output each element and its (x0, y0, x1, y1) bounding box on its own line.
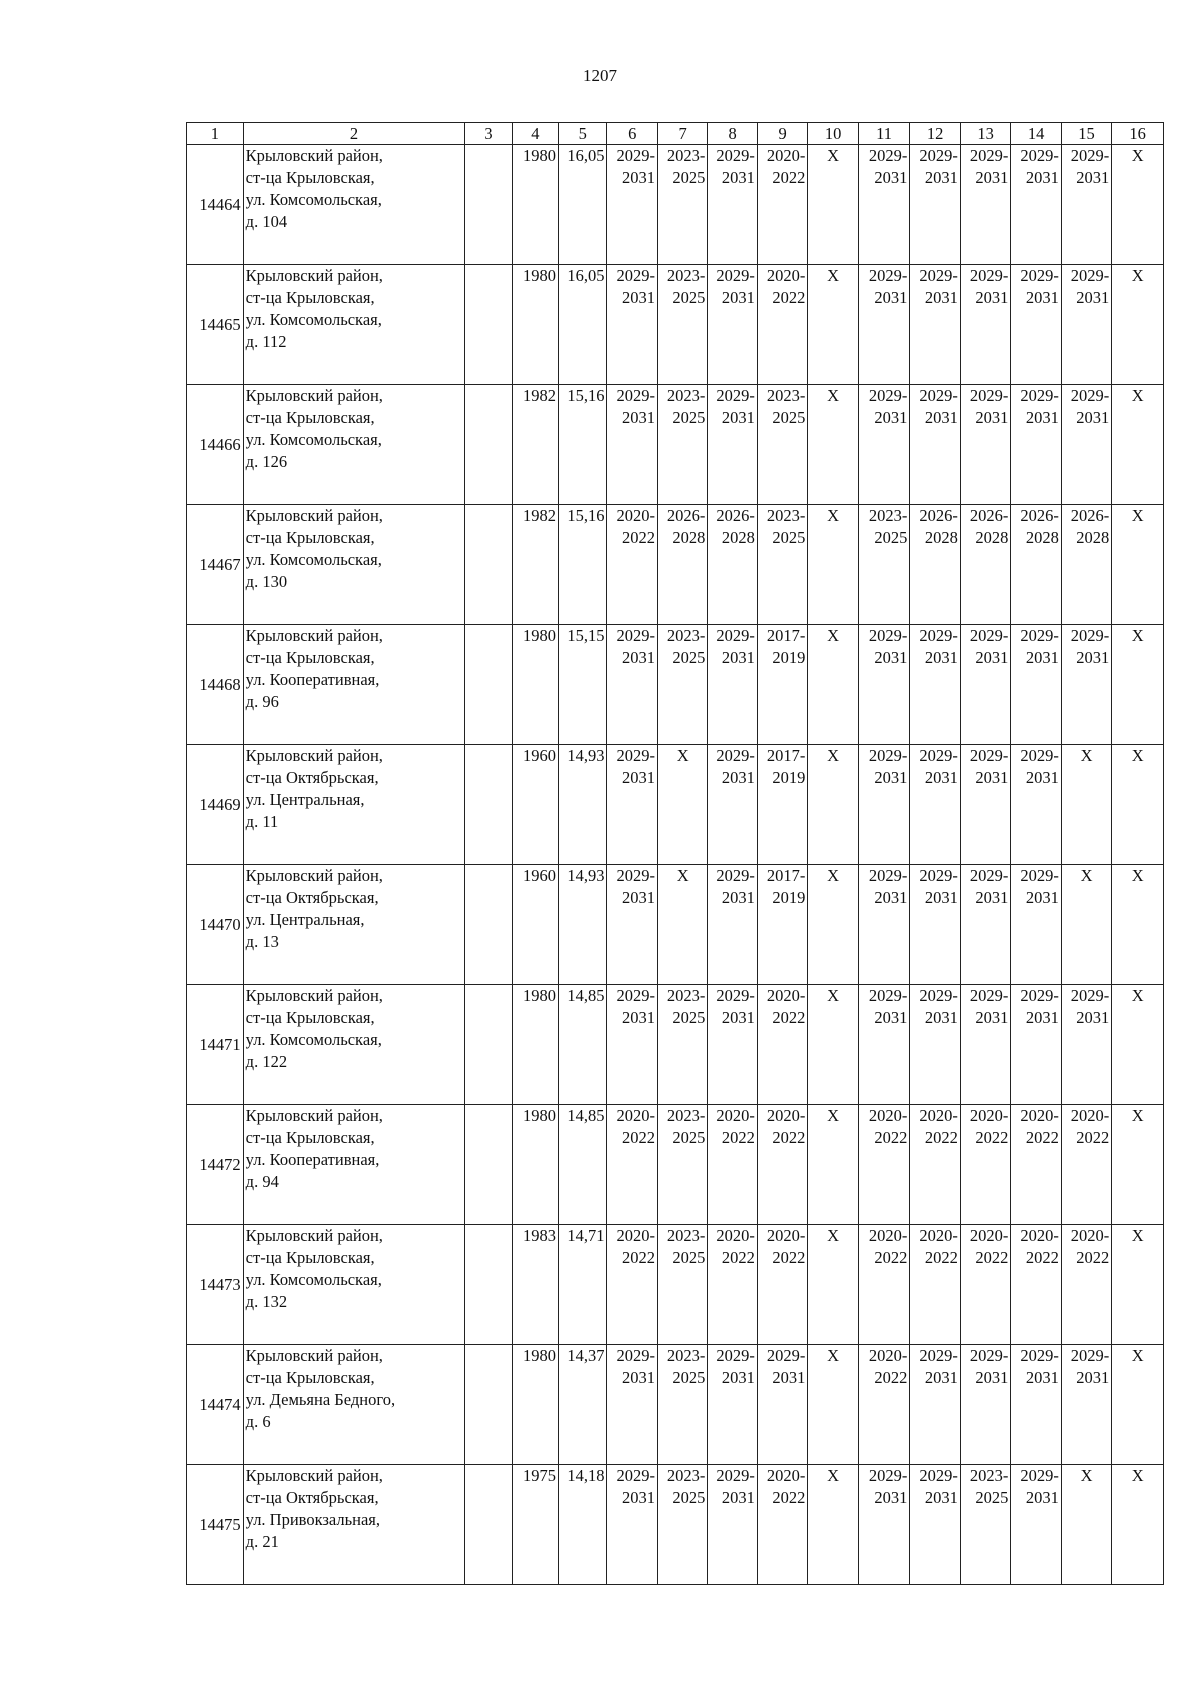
col-3-cell (465, 265, 512, 385)
row-number: 14465 (187, 265, 244, 385)
area-cell: 14,93 (559, 865, 607, 985)
col-8-cell: 2029- 2031 (708, 985, 757, 1105)
col-12-cell: 2029- 2031 (910, 865, 960, 985)
year-cell: 1982 (512, 505, 558, 625)
column-header-8: 8 (708, 123, 757, 145)
col-15-cell: X (1061, 745, 1111, 865)
col-12-cell: 2029- 2031 (910, 145, 960, 265)
col-9-cell: 2020- 2022 (757, 1225, 807, 1345)
col-15-cell: 2029- 2031 (1061, 1345, 1111, 1465)
col-10-cell: X (808, 1105, 858, 1225)
col-14-cell: 2029- 2031 (1011, 145, 1061, 265)
column-header-9: 9 (757, 123, 807, 145)
col-12-cell: 2029- 2031 (910, 745, 960, 865)
address-cell: Крыловский район, ст-ца Октябрьская, ул. Привокзальная, д. 21 (243, 1465, 465, 1585)
year-cell: 1980 (512, 1345, 558, 1465)
col-3-cell (465, 385, 512, 505)
col-10-cell: X (808, 1345, 858, 1465)
col-11-cell: 2029- 2031 (858, 865, 910, 985)
address-cell: Крыловский район, ст-ца Крыловская, ул. Комсомольская, д. 130 (243, 505, 465, 625)
col-12-cell: 2029- 2031 (910, 265, 960, 385)
col-7-cell: 2023- 2025 (657, 385, 707, 505)
col-15-cell: X (1061, 1465, 1111, 1585)
col-7-cell: 2023- 2025 (657, 145, 707, 265)
col-6-cell: 2020- 2022 (607, 505, 657, 625)
col-13-cell: 2023- 2025 (960, 1465, 1010, 1585)
table-row (187, 625, 1164, 745)
address-cell: Крыловский район, ст-ца Крыловская, ул. Комсомольская, д. 122 (243, 985, 465, 1105)
col-8-cell: 2029- 2031 (708, 1345, 757, 1465)
area-cell: 16,05 (559, 145, 607, 265)
col-16-cell: X (1112, 385, 1164, 505)
address-cell: Крыловский район, ст-ца Октябрьская, ул. Центральная, д. 13 (243, 865, 465, 985)
year-cell: 1983 (512, 1225, 558, 1345)
year-cell: 1980 (512, 1105, 558, 1225)
year-cell: 1975 (512, 1465, 558, 1585)
area-cell: 14,71 (559, 1225, 607, 1345)
col-9-cell: 2017- 2019 (757, 745, 807, 865)
area-cell: 14,85 (559, 985, 607, 1105)
area-cell: 14,18 (559, 1465, 607, 1585)
col-3-cell (465, 985, 512, 1105)
column-header-7: 7 (657, 123, 707, 145)
page-number: 1207 (583, 66, 617, 85)
col-7-cell: 2023- 2025 (657, 1225, 707, 1345)
col-16-cell: X (1112, 505, 1164, 625)
col-11-cell: 2029- 2031 (858, 385, 910, 505)
col-14-cell: 2029- 2031 (1011, 385, 1061, 505)
col-15-cell: X (1061, 865, 1111, 985)
col-11-cell: 2029- 2031 (858, 625, 910, 745)
col-8-cell: 2029- 2031 (708, 385, 757, 505)
col-9-cell: 2017- 2019 (757, 865, 807, 985)
area-cell: 16,05 (559, 265, 607, 385)
col-6-cell: 2029- 2031 (607, 865, 657, 985)
area-cell: 14,37 (559, 1345, 607, 1465)
row-number: 14473 (187, 1225, 244, 1345)
col-16-cell: X (1112, 865, 1164, 985)
col-10-cell: X (808, 505, 858, 625)
table-row (187, 1105, 1164, 1225)
col-13-cell: 2020- 2022 (960, 1225, 1010, 1345)
table-row (187, 985, 1164, 1105)
address-cell: Крыловский район, ст-ца Крыловская, ул. Кооперативная, д. 96 (243, 625, 465, 745)
table-row (187, 265, 1164, 385)
col-9-cell: 2020- 2022 (757, 1105, 807, 1225)
col-12-cell: 2029- 2031 (910, 985, 960, 1105)
year-cell: 1980 (512, 625, 558, 745)
col-10-cell: X (808, 625, 858, 745)
col-8-cell: 2020- 2022 (708, 1105, 757, 1225)
col-10-cell: X (808, 1465, 858, 1585)
row-number: 14466 (187, 385, 244, 505)
column-header-4: 4 (512, 123, 558, 145)
col-6-cell: 2020- 2022 (607, 1225, 657, 1345)
col-14-cell: 2020- 2022 (1011, 1105, 1061, 1225)
col-3-cell (465, 1465, 512, 1585)
col-12-cell: 2029- 2031 (910, 1465, 960, 1585)
area-cell: 14,93 (559, 745, 607, 865)
col-16-cell: X (1112, 1105, 1164, 1225)
year-cell: 1960 (512, 865, 558, 985)
col-12-cell: 2020- 2022 (910, 1105, 960, 1225)
col-9-cell: 2020- 2022 (757, 985, 807, 1105)
col-11-cell: 2023- 2025 (858, 505, 910, 625)
col-14-cell: 2020- 2022 (1011, 1225, 1061, 1345)
address-cell: Крыловский район, ст-ца Крыловская, ул. Комсомольская, д. 104 (243, 145, 465, 265)
col-11-cell: 2020- 2022 (858, 1345, 910, 1465)
table-row (187, 1225, 1164, 1345)
col-9-cell: 2023- 2025 (757, 385, 807, 505)
year-cell: 1982 (512, 385, 558, 505)
col-9-cell: 2020- 2022 (757, 145, 807, 265)
col-10-cell: X (808, 145, 858, 265)
column-header-10: 10 (808, 123, 858, 145)
col-8-cell: 2029- 2031 (708, 1465, 757, 1585)
col-10-cell: X (808, 865, 858, 985)
col-14-cell: 2029- 2031 (1011, 625, 1061, 745)
col-13-cell: 2020- 2022 (960, 1105, 1010, 1225)
col-15-cell: 2029- 2031 (1061, 985, 1111, 1105)
col-13-cell: 2029- 2031 (960, 985, 1010, 1105)
table-body (187, 145, 1164, 1585)
col-16-cell: X (1112, 985, 1164, 1105)
col-9-cell: 2020- 2022 (757, 265, 807, 385)
year-cell: 1980 (512, 265, 558, 385)
col-13-cell: 2029- 2031 (960, 745, 1010, 865)
table-row (187, 1345, 1164, 1465)
column-header-16: 16 (1112, 123, 1164, 145)
col-11-cell: 2029- 2031 (858, 745, 910, 865)
col-10-cell: X (808, 385, 858, 505)
col-13-cell: 2029- 2031 (960, 1345, 1010, 1465)
col-12-cell: 2029- 2031 (910, 385, 960, 505)
col-8-cell: 2020- 2022 (708, 1225, 757, 1345)
table-row (187, 385, 1164, 505)
col-16-cell: X (1112, 1465, 1164, 1585)
col-16-cell: X (1112, 745, 1164, 865)
col-3-cell (465, 145, 512, 265)
address-cell: Крыловский район, ст-ца Крыловская, ул. Кооперативная, д. 94 (243, 1105, 465, 1225)
column-header-1: 1 (187, 123, 244, 145)
area-cell: 15,15 (559, 625, 607, 745)
col-16-cell: X (1112, 1345, 1164, 1465)
col-8-cell: 2029- 2031 (708, 745, 757, 865)
col-10-cell: X (808, 1225, 858, 1345)
year-cell: 1980 (512, 985, 558, 1105)
col-6-cell: 2029- 2031 (607, 745, 657, 865)
col-3-cell (465, 865, 512, 985)
column-header-2: 2 (243, 123, 465, 145)
col-11-cell: 2029- 2031 (858, 985, 910, 1105)
column-header-12: 12 (910, 123, 960, 145)
col-15-cell: 2020- 2022 (1061, 1225, 1111, 1345)
col-3-cell (465, 625, 512, 745)
col-12-cell: 2029- 2031 (910, 625, 960, 745)
col-10-cell: X (808, 985, 858, 1105)
col-7-cell: 2023- 2025 (657, 265, 707, 385)
col-14-cell: 2029- 2031 (1011, 865, 1061, 985)
col-9-cell: 2029- 2031 (757, 1345, 807, 1465)
col-8-cell: 2026- 2028 (708, 505, 757, 625)
col-6-cell: 2029- 2031 (607, 625, 657, 745)
col-7-cell: 2026- 2028 (657, 505, 707, 625)
col-16-cell: X (1112, 625, 1164, 745)
col-15-cell: 2020- 2022 (1061, 1105, 1111, 1225)
col-3-cell (465, 505, 512, 625)
col-3-cell (465, 1345, 512, 1465)
col-15-cell: 2026- 2028 (1061, 505, 1111, 625)
col-16-cell: X (1112, 145, 1164, 265)
row-number: 14470 (187, 865, 244, 985)
col-8-cell: 2029- 2031 (708, 625, 757, 745)
row-number: 14474 (187, 1345, 244, 1465)
col-8-cell: 2029- 2031 (708, 865, 757, 985)
col-12-cell: 2020- 2022 (910, 1225, 960, 1345)
address-cell: Крыловский район, ст-ца Крыловская, ул. Комсомольская, д. 126 (243, 385, 465, 505)
col-11-cell: 2029- 2031 (858, 145, 910, 265)
col-10-cell: X (808, 745, 858, 865)
row-number: 14471 (187, 985, 244, 1105)
col-11-cell: 2020- 2022 (858, 1105, 910, 1225)
col-11-cell: 2029- 2031 (858, 1465, 910, 1585)
col-14-cell: 2029- 2031 (1011, 265, 1061, 385)
area-cell: 15,16 (559, 385, 607, 505)
col-12-cell: 2026- 2028 (910, 505, 960, 625)
col-15-cell: 2029- 2031 (1061, 625, 1111, 745)
row-number: 14468 (187, 625, 244, 745)
col-6-cell: 2029- 2031 (607, 145, 657, 265)
col-13-cell: 2029- 2031 (960, 385, 1010, 505)
table-row (187, 865, 1164, 985)
col-14-cell: 2026- 2028 (1011, 505, 1061, 625)
area-cell: 14,85 (559, 1105, 607, 1225)
col-7-cell: 2023- 2025 (657, 985, 707, 1105)
table-row (187, 745, 1164, 865)
col-9-cell: 2023- 2025 (757, 505, 807, 625)
column-header-15: 15 (1061, 123, 1111, 145)
col-11-cell: 2029- 2031 (858, 265, 910, 385)
column-header-11: 11 (858, 123, 910, 145)
col-7-cell: 2023- 2025 (657, 1105, 707, 1225)
col-3-cell (465, 1225, 512, 1345)
row-number: 14467 (187, 505, 244, 625)
column-header-3: 3 (465, 123, 512, 145)
col-14-cell: 2029- 2031 (1011, 1345, 1061, 1465)
year-cell: 1960 (512, 745, 558, 865)
column-header-13: 13 (960, 123, 1010, 145)
col-6-cell: 2029- 2031 (607, 265, 657, 385)
col-8-cell: 2029- 2031 (708, 145, 757, 265)
col-10-cell: X (808, 265, 858, 385)
col-9-cell: 2020- 2022 (757, 1465, 807, 1585)
col-13-cell: 2026- 2028 (960, 505, 1010, 625)
address-cell: Крыловский район, ст-ца Крыловская, ул. Комсомольская, д. 112 (243, 265, 465, 385)
col-16-cell: X (1112, 265, 1164, 385)
col-7-cell: X (657, 745, 707, 865)
col-8-cell: 2029- 2031 (708, 265, 757, 385)
register-table (186, 122, 1164, 1585)
column-header-14: 14 (1011, 123, 1061, 145)
col-13-cell: 2029- 2031 (960, 625, 1010, 745)
address-cell: Крыловский район, ст-ца Крыловская, ул. Демьяна Бедного, д. 6 (243, 1345, 465, 1465)
col-16-cell: X (1112, 1225, 1164, 1345)
table-row (187, 505, 1164, 625)
header-row (187, 123, 1164, 145)
column-header-6: 6 (607, 123, 657, 145)
address-cell: Крыловский район, ст-ца Крыловская, ул. Комсомольская, д. 132 (243, 1225, 465, 1345)
col-13-cell: 2029- 2031 (960, 145, 1010, 265)
row-number: 14464 (187, 145, 244, 265)
address-cell: Крыловский район, ст-ца Октябрьская, ул. Центральная, д. 11 (243, 745, 465, 865)
table-row (187, 1465, 1164, 1585)
col-6-cell: 2029- 2031 (607, 1345, 657, 1465)
col-11-cell: 2020- 2022 (858, 1225, 910, 1345)
col-14-cell: 2029- 2031 (1011, 1465, 1061, 1585)
col-15-cell: 2029- 2031 (1061, 385, 1111, 505)
col-12-cell: 2029- 2031 (910, 1345, 960, 1465)
col-6-cell: 2029- 2031 (607, 385, 657, 505)
column-header-5: 5 (559, 123, 607, 145)
col-13-cell: 2029- 2031 (960, 265, 1010, 385)
col-14-cell: 2029- 2031 (1011, 745, 1061, 865)
col-7-cell: X (657, 865, 707, 985)
col-3-cell (465, 1105, 512, 1225)
col-6-cell: 2029- 2031 (607, 985, 657, 1105)
col-7-cell: 2023- 2025 (657, 625, 707, 745)
col-7-cell: 2023- 2025 (657, 1345, 707, 1465)
col-6-cell: 2029- 2031 (607, 1465, 657, 1585)
area-cell: 15,16 (559, 505, 607, 625)
col-14-cell: 2029- 2031 (1011, 985, 1061, 1105)
row-number: 14475 (187, 1465, 244, 1585)
col-9-cell: 2017- 2019 (757, 625, 807, 745)
col-7-cell: 2023- 2025 (657, 1465, 707, 1585)
row-number: 14469 (187, 745, 244, 865)
col-3-cell (465, 745, 512, 865)
col-15-cell: 2029- 2031 (1061, 265, 1111, 385)
col-15-cell: 2029- 2031 (1061, 145, 1111, 265)
year-cell: 1980 (512, 145, 558, 265)
row-number: 14472 (187, 1105, 244, 1225)
table-row (187, 145, 1164, 265)
col-13-cell: 2029- 2031 (960, 865, 1010, 985)
col-6-cell: 2020- 2022 (607, 1105, 657, 1225)
